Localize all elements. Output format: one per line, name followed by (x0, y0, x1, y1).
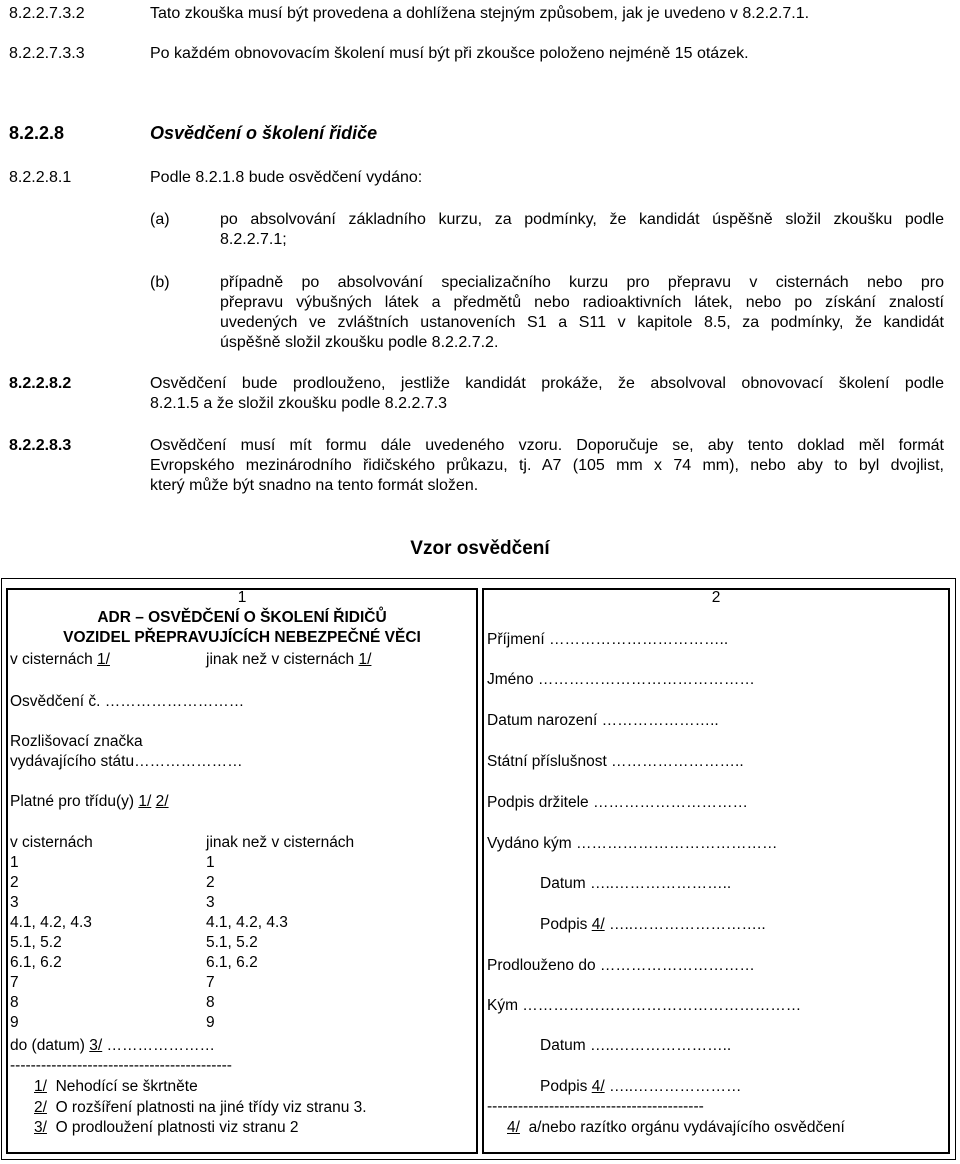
class-column-non-tank: 1 2 3 4.1, 4.2, 4.3 5.1, 5.2 6.1, 6.2 7 8 9 (206, 854, 288, 1031)
paragraph-number: 8.2.2.8.3 (9, 437, 72, 454)
footnote-3: 3/ O prodloužení platnosti viz stranu 2 (34, 1119, 299, 1136)
item-label-a: (a) (150, 211, 170, 228)
item-label-b: (b) (150, 274, 170, 291)
issue-date-field: Datum …..………………….. (540, 875, 732, 892)
paragraph-number: 8.2.2.8.2 (9, 375, 72, 392)
issuing-state-field: vydávajícího státu………………… (10, 753, 243, 770)
footnote-1: 1/ Nehodící se škrtněte (34, 1078, 198, 1095)
certificate-title: ADR – OSVĚDČENÍ O ŠKOLENÍ ŘIDIČŮ (97, 609, 387, 626)
paragraph-number: 8.2.2.7.3.3 (9, 45, 85, 62)
extended-until-field: Prodlouženo do ………………………… (487, 957, 755, 974)
valid-classes-field: Platné pro třídu(y) 1/ 2/ (10, 793, 169, 810)
section-title: Osvědčení o školení řidiče (150, 123, 378, 143)
paragraph-text: Osvědčení musí mít formu dále uvedeného vzoru. Doporučuje se, aby tento doklad měl formát Evropského mezinárodního řidičského průkazu, tj. A7 (105 mm x 74 mm), nebo aby to byl dvojlist, který může být snadno na tento formát složen. (150, 437, 944, 494)
holder-signature-field: Podpis držitele ………………………… (487, 794, 748, 811)
item-b-text: případně po absolvování specializačního kurzu pro přepravu v cisternách nebo pro přepravu výbušných látek a předmětů nebo radioaktivních látek, nebo po získání znalostí uvedených ve zvláštních ustanoveních S1 a S11 v kapitole 8.5, za podmínky, že kandidát úspěšně složil zkoušku podle 8.2.2.7.2. (220, 274, 944, 351)
paragraph-number: 8.2.2.8.1 (9, 169, 72, 186)
item-a-text: po absolvování základního kurzu, za podmínky, že kandidát úspěšně složil zkoušku podle 8.2.2.7.1; (220, 211, 944, 248)
paragraph-text: Po každém obnovovacím školení musí být při zkoušce položeno nejméně 15 otázek. (150, 45, 749, 62)
issuer-signature-field: Podpis 4/ …..…………………….. (540, 916, 766, 933)
footnote-4: 4/ a/nebo razítko orgánu vydávajícího osvědčení (507, 1119, 845, 1136)
paragraph-text: Osvědčení bude prodlouženo, jestliže kandidát prokáže, že absolvoval obnovovací školení podle 8.2.1.5 a že složil zkoušku podle 8.2.2.7.3 (150, 375, 944, 412)
surname-field: Příjmení …………………………….. (487, 631, 729, 648)
footnote-ref: 1/ (97, 651, 110, 668)
extension-signature-field: Podpis 4/ …..………………… (540, 1078, 742, 1095)
footnote-separator: ------------------------------------------ (487, 1098, 704, 1115)
birth-date-field: Datum narození ………………….. (487, 712, 719, 729)
extended-by-field: Kým ……………………………………………… (487, 997, 802, 1014)
issued-by-field: Vydáno kým ………………………………… (487, 835, 778, 852)
tank-column-header: v cisternách (10, 834, 93, 851)
valid-until-field: do (datum) 3/ ………………… (10, 1037, 216, 1054)
footnote-2: 2/ O rozšíření platnosti na jiné třídy viz stranu 3. (34, 1099, 367, 1116)
tank-option: v cisternách 1/ (10, 651, 110, 668)
non-tank-option: jinak než v cisternách 1/ (206, 651, 372, 668)
paragraph-text: Podle 8.2.1.8 bude osvědčení vydáno: (150, 169, 423, 186)
certificate-subtitle: VOZIDEL PŘEPRAVUJÍCÍCH NEBEZPEČNÉ VĚCI (63, 629, 421, 646)
specimen-title: Vzor osvědčení (410, 538, 550, 559)
page-number: 1 (237, 589, 247, 606)
paragraph-number: 8.2.2.7.3.2 (9, 5, 85, 22)
given-name-field: Jméno …………………………………… (487, 671, 755, 688)
page-number: 2 (711, 589, 721, 606)
class-column-tank: 1 2 3 4.1, 4.2, 4.3 5.1, 5.2 6.1, 6.2 7 8 9 (10, 854, 92, 1031)
distinguishing-sign-label: Rozlišovací značka (10, 733, 143, 750)
non-tank-column-header: jinak než v cisternách (206, 834, 355, 851)
nationality-field: Státní příslušnost …………………….. (487, 753, 744, 770)
certificate-number-field: Osvědčení č. ……………………… (10, 693, 245, 710)
section-number: 8.2.2.8 (9, 123, 65, 143)
extension-date-field: Datum …..………………….. (540, 1037, 732, 1054)
footnote-ref: 1/ (358, 651, 372, 668)
paragraph-text: Tato zkouška musí být provedena a dohlížena stejným způsobem, jak je uvedeno v 8.2.2.7.1. (150, 5, 810, 22)
footnote-separator: ------------------------------------------- (10, 1057, 232, 1074)
